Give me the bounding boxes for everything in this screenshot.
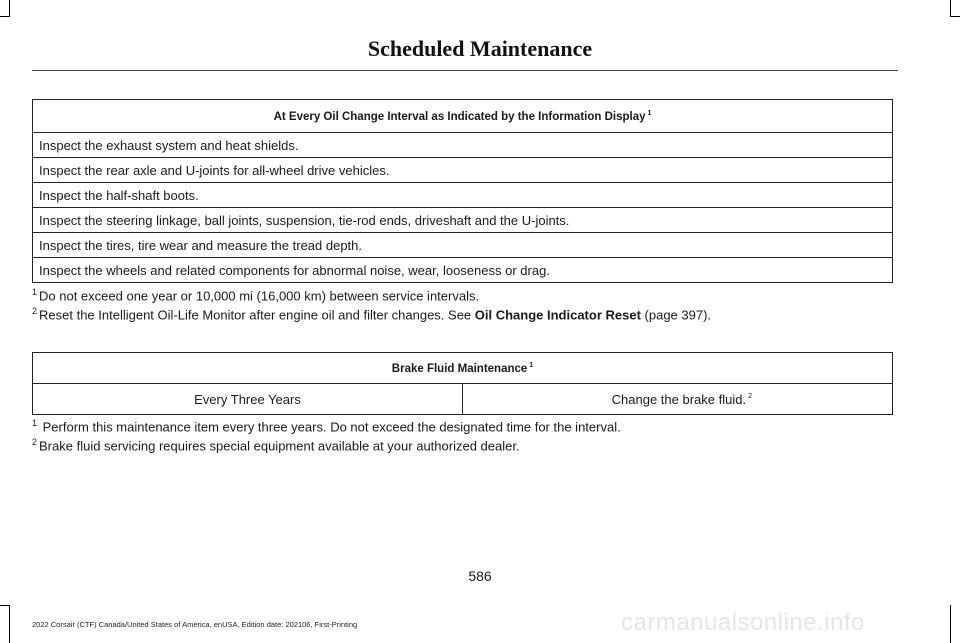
crop-mark-top-right-v (950, 0, 951, 16)
footnote-2 (32, 306, 912, 322)
crop-mark-bottom-left-h (0, 605, 10, 606)
edition-footer: 2022 Corsair (CTF) Canada/United States of America, enUSA, Edition date: 202106, First-Printing (32, 620, 358, 629)
footnote-number: 1 (32, 418, 38, 428)
table-row (33, 158, 893, 183)
table-heading (33, 353, 893, 384)
table-row (33, 258, 893, 283)
oil-change-maintenance-table (32, 99, 893, 283)
table-row (33, 384, 893, 415)
footnote-text: Do not exceed one year or 10,000 mi (16,000 km) between service intervals. (39, 288, 480, 304)
crop-mark-bottom-right-v (950, 605, 951, 643)
footnote-1 (32, 418, 912, 434)
footnote-number: 1 (32, 287, 38, 297)
action-text: Change the brake fluid. (611, 391, 747, 407)
table-heading-text: Brake Fluid Maintenance (391, 362, 528, 375)
watermark: carmanualsonline.info (621, 609, 865, 636)
crop-mark-top-left-v (9, 0, 10, 16)
table-row (33, 233, 893, 258)
cross-reference-link[interactable]: Oil Change Indicator Reset (474, 307, 641, 323)
table-heading-text: At Every Oil Change Interval as Indicated by the Information Display (273, 110, 646, 123)
action-cell (463, 384, 893, 415)
table-row (33, 183, 893, 208)
table-cell: Inspect the half-shaft boots. (33, 183, 893, 208)
table-cell: Inspect the wheels and related components for abnormal noise, wear, looseness or drag. (33, 258, 893, 283)
table-header-row (33, 353, 893, 384)
interval-cell: Every Three Years (33, 384, 463, 415)
footnote-ref: 2 (748, 393, 752, 401)
table-row (33, 208, 893, 233)
crop-mark-top-left-h (0, 16, 10, 17)
table-heading (33, 100, 893, 133)
page-number: 586 (468, 568, 492, 584)
table-cell: Inspect the tires, tire wear and measure the tread depth. (33, 233, 893, 258)
footnote-text: Brake fluid servicing requires special equipment available at your authorized dealer. (39, 438, 520, 454)
footnote-text: Reset the Intelligent Oil-Life Monitor after engine oil and filter changes. See (39, 307, 475, 323)
brake-fluid-maintenance-table (32, 352, 893, 415)
table-cell: Inspect the exhaust system and heat shields. (33, 133, 893, 158)
footnote-ref: 1 (647, 109, 652, 117)
footnote-1 (32, 287, 912, 303)
footnote-number: 2 (32, 306, 38, 316)
table-row (33, 133, 893, 158)
page-title: Scheduled Maintenance (367, 36, 593, 61)
crop-mark-bottom-left-v (9, 605, 10, 643)
footnote-ref: 1 (529, 361, 534, 369)
table-header-row (33, 100, 893, 133)
crop-mark-top-right-h (950, 16, 960, 17)
title-divider (32, 70, 898, 71)
footnote-2 (32, 437, 912, 453)
footnote-number: 2 (32, 437, 38, 447)
footnote-page-ref: (page 397). (640, 307, 712, 323)
table-cell: Inspect the rear axle and U-joints for all-wheel drive vehicles. (33, 158, 893, 183)
table-cell: Inspect the steering linkage, ball joints, suspension, tie-rod ends, driveshaft and the U-joints. (33, 208, 893, 233)
footnote-text: Perform this maintenance item every three years. Do not exceed the designated time for the interval. (39, 419, 621, 435)
